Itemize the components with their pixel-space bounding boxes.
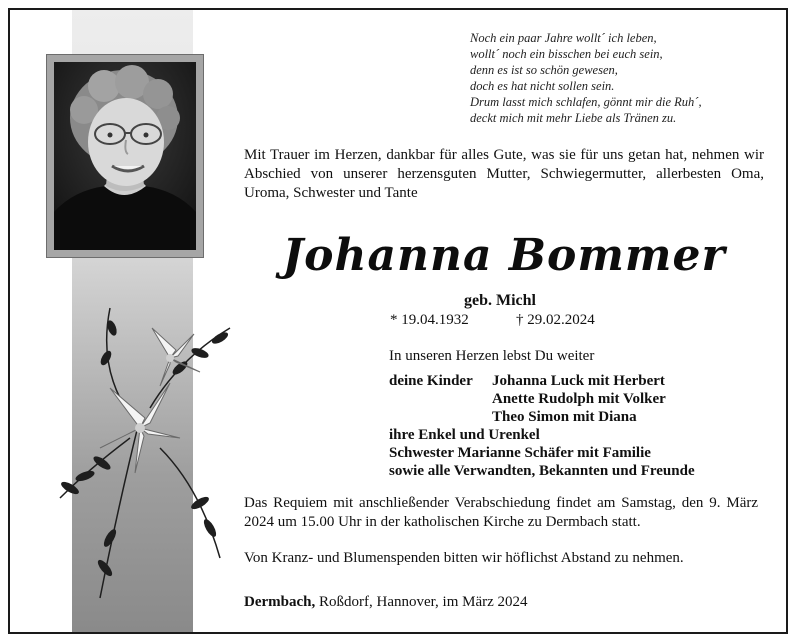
- place-and-date: [244, 594, 528, 611]
- sister-row: Schwester Marianne Schäfer mit Familie: [389, 445, 651, 461]
- flower-donation-notice: Von Kranz- und Blumenspenden bitten wir höflichst Abstand zu nehmen.: [244, 550, 684, 566]
- poem-line: wollt´ noch ein bisschen bei euch sein,: [470, 47, 663, 61]
- portrait-frame: [46, 54, 204, 258]
- intro-text: Mit Trauer im Herzen, dankbar für alles Gute, was sie für uns getan hat, nehmen wir Abschied von unserer herzensguten Mutter, Schwiegermutter, allerbesten Oma, Uroma, Schwester und Tante: [244, 147, 764, 201]
- child-name: Anette Rudolph mit Volker: [492, 391, 666, 407]
- grandchildren-row: ihre Enkel und Urenkel: [389, 427, 540, 443]
- birth-name: geb. Michl: [464, 292, 536, 309]
- remembrance-line: In unseren Herzen lebst Du weiter: [389, 348, 595, 364]
- portrait-photo: [54, 62, 196, 250]
- flower-bouquet-illustration: [30, 298, 260, 618]
- children-row: [389, 390, 695, 408]
- lily-flower-decoration: [30, 298, 260, 618]
- requiem-notice: Das Requiem mit anschließender Verabschiedung findet am Samstag, den 9. März 2024 um 15.00 Uhr in der katholischen Kirche zu Dermbach statt.: [244, 495, 758, 530]
- poem-line: Noch ein paar Jahre wollt´ ich leben,: [470, 31, 657, 45]
- children-row: [389, 408, 695, 426]
- portrait-illustration: [54, 62, 196, 250]
- others-row: sowie alle Verwandten, Bekannten und Freunde: [389, 463, 695, 479]
- child-name: Johanna Luck mit Herbert: [492, 373, 665, 389]
- birth-date: * 19.04.1932: [390, 312, 469, 328]
- place-rest: Roßdorf, Hannover, im März 2024: [315, 594, 528, 610]
- obituary-card: [8, 8, 788, 634]
- place-town: Dermbach,: [244, 594, 316, 610]
- children-row: [389, 372, 695, 390]
- poem-line: denn es ist so schön gewesen,: [470, 63, 618, 77]
- poem-line: deckt mich mit mehr Liebe als Tränen zu.: [470, 111, 677, 125]
- children-label: deine Kinder: [389, 373, 473, 389]
- poem: [470, 30, 780, 126]
- deceased-name: Johanna Bommer: [282, 230, 726, 281]
- child-name: Theo Simon mit Diana: [492, 409, 637, 425]
- mourners-list: [389, 372, 695, 480]
- poem-line: doch es hat nicht sollen sein.: [470, 79, 615, 93]
- death-date: † 29.02.2024: [516, 312, 595, 328]
- poem-line: Drum lasst mich schlafen, gönnt mir die Ruh´,: [470, 95, 702, 109]
